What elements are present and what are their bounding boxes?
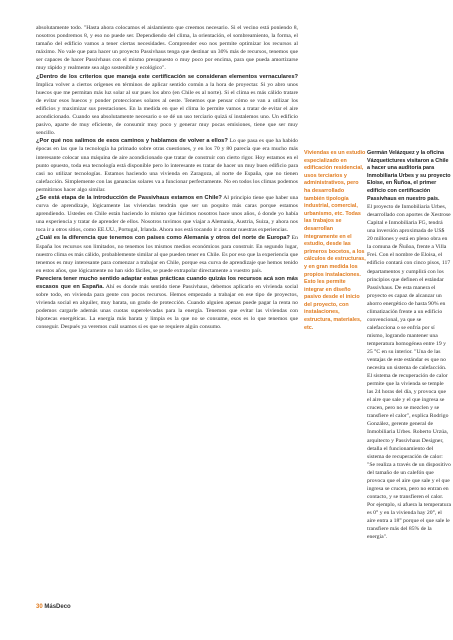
interview-answer: Implica volver a ciertos orígenes en términos de aplicar sentido común a la hora de proyectar. Si yo abro unos huecos que me permitan más luz solar al sur pues los abro (en Chile es al norte). Si el clima es más cálido tratare de evitar esos huecos y ponder protecciones solares al oeste. Tenemos que pensar cómo se van a utilizar los edificios y maximizar sus prestaciones. En la medida en que el clima lo permite vamos a tratar de evitar el aire acondicionado. Cuando sea absolutamente necesario o se dé un uso terciario quizá sí instalemos uno. Un edificio pasivo, aparte de muy eficiente, de consumir muy poco y generar muy pocas emisiones, tiene que ser muy sencillo.	[36, 81, 298, 137]
interview-question: ¿Por qué nos salimos de esos caminos y hablamos de volver a ellos?	[36, 138, 228, 145]
interview-paragraph	[36, 194, 298, 234]
interview-question: ¿Dentro de los criterios que maneja este certificación se consideran elementos vernaculares?	[36, 73, 298, 80]
interview-answer: absolutamente todo. "Hasta ahora colocamos el aislamiento que creemos necesario. Si el vecino está poniendo 8, nosotros pondremos 8, y eso no puede ser. Dependiendo del clima, la orientación, el sombreamiento, la forma, el tamaño del edificio vamos a tener ciertas necesidades. Comprender eso nos permite optimizar los recursos al máximo. No vale que para hacer un proyecto Passivhaus tenga que destinar un 30% más de recursos, tenemos que ser capaces de hacer Passivhaus con el mismo presupuesto o muy poco por encima, para que pueda amortizarse muy rápido y realmente sea algo sostenible y ecológico".	[36, 25, 298, 72]
project-lead-text: Germán Velázquez y la oficina Vázquetictures visitaron a Chile a hacer una auditoría para Inmobiliaria Urbes y su proyecto Eloise, en Ñuñoa, el primer edificio con certificación Passivhaus en nuestro país.	[367, 150, 451, 202]
page-footer	[36, 604, 71, 610]
page-number: 30	[36, 604, 43, 610]
interview-paragraph	[36, 137, 298, 194]
interview-question: ¿Cuál es la diferencia que tenemos con países como Alemania y otros del norte de Europa?	[36, 235, 290, 242]
interview-answer: En España los recursos son limitados, no tenemos los mismos medios económicos para construir. En segundo lugar, nuestro clima es más cálido, probablemente similar al que pueden tener en Chile. Es por eso que la experiencia que tenemos es muy interesante para comenzar a trabajar en Chile, porque esa curva de aprendizaje que hemos tenido en estos años, que lógicamente no han sido fáciles, se puede extrapolar directamente a vuestro país.	[36, 235, 299, 274]
sidebar-highlight-text: Viviendas es un estudio especializado en edificación residencial, usos terciarios y administrativos, pero ha desarrollado también tipología industrial, comercial, urbanismo, etc. Todas las trabajos se desarrollan íntegramente en el estudio, desde las primeros bocetos, a los cálculos de estructuras, y en gran medida los propios instalaciones. Esto les permite integrar en diseño pasivo desde el inicio del proyecto, con instalaciones, estructura, materiales, etc.	[304, 150, 366, 331]
interview-paragraph	[36, 24, 298, 73]
interview-answer: Ahí es donde más sentido tiene Passivhaus, debemos aplicarlo en vivienda social sobre todo, en vivienda para gente con pocos recursos. Hemos empezado a trabajar en ese tipo de proyectos, vivienda social en alquiler, muy barata, un grado de protección. Cuando alguien apenas puede pagar la renta no podemos cargarle además unas cuotas superelevadas para la energía. Tenemos que evitar las viviendas con hipotecas energéticas. La energía más barata y limpia es la que no se consume, esos es lo que tenemos que conseguir. Después ya veremos cuál usamos si es que se requiere algún consumo.	[36, 284, 298, 331]
sidebar-highlight-column	[304, 150, 366, 332]
project-body-text: El proyecto de Inmobiliaria Urbes, desarrollado con aportes de Xestrose Capital e Inmobiliaria FG, tendrá una inversión aproximada de US$ 20 millones y está en pleno obra en la comuna de Ñuñoa, frente a Villa Frei. Con el nombre de Eloisa, el edificio contará con cinco pisos, 117 departamentos y cumplirá con los principios que definen el estándar Passivhaus. De esta manera el proyecto es capaz de alcanzar un ahorro energético de hasta 90% en climatización frente a un edificio convencional, ya que se calefacciona o se enfría por sí mismo, logrando mantener una temperatura homogénea entre 19 y 25 °C en su interior. "Una de las ventajas de este estándar es que no necesita un sistema de calefacción. El sistema de recuperación de calor permite que la vivienda se temple las 24 horas del día, y provoca que el aire que sale y el que ingresa se crucen, pero no se mezclen y se transfiere el calor", explica Rodrigo González, gerente general de Inmobiliaria Urbes. Roberto Urzúa, arquitecto y Passivhaus Designer, detalla el funcionamiento del sistema de recuperación de calor: "Se realiza a través de un dispositivo del tamaño de un calefón que provoca que el aire que sale y el que ingresa se crucen, pero no entran en contacto, y se transfieren el calor. Por ejemplo, si afuera la temperatura es 0° y en la vivienda hay 20°, el aire entra a 18° porque el que sale le transfiere más del 85% de la energía".	[367, 204, 452, 541]
project-info-column	[367, 150, 451, 541]
interview-question: Pareciera tener mucho sentido adaptar estas prácticas cuando quizás los recursos acá son más escasos que en España.	[36, 275, 298, 290]
interview-body-column	[36, 24, 298, 332]
interview-question: ¿Se está etapa de la introducción de Passivhaus estamos en Chile?	[36, 194, 222, 201]
interview-paragraph	[36, 73, 298, 138]
interview-paragraph	[36, 234, 298, 274]
interview-answer: Al principio tiene que haber una curva de aprendizaje, lógicamente las viviendas tendrán que ser un poquito más caras porque estamos aprendiendo. Ustedes en Chile están haciendo lo mismo que hicimos nosotros hace unos años, ó donde yo había una experiencia y tratar de aprender de ellos. Nosotros tuvimos que viajar a Alemania, Austria, Suiza, y ahora nos toca ir a otros sitios, como EE.UU., Portugal, Irlanda. Ahora nos está tocando ir a contar nuestras experiencias.	[36, 194, 298, 234]
interview-answer: Lo que pasa es que ha habido épocas en las que la tecnología ha primado sobre otras cuestiones, y en los 70 y 80 parecía que era mucho más interesante colocar una máquina de aire acondicionado que tratar de construir con cierto rigor. Hoy estamos en el punto opuesto, toda esa tecnología está disponible pero lo interesante es tratar de hacer un muy buen edificio para casi no utilizar tecnologías. Estamos haciendo una vivienda en Zaragoza, al norte de España, que no tienen calefacción. Simplemente con las ganancias solares va a funcionar perfectamente. No en todos los climas podemos permitirnos hacer algo similar.	[36, 138, 299, 193]
magazine-name: MásDeco	[44, 604, 71, 610]
interview-paragraph	[36, 275, 298, 332]
